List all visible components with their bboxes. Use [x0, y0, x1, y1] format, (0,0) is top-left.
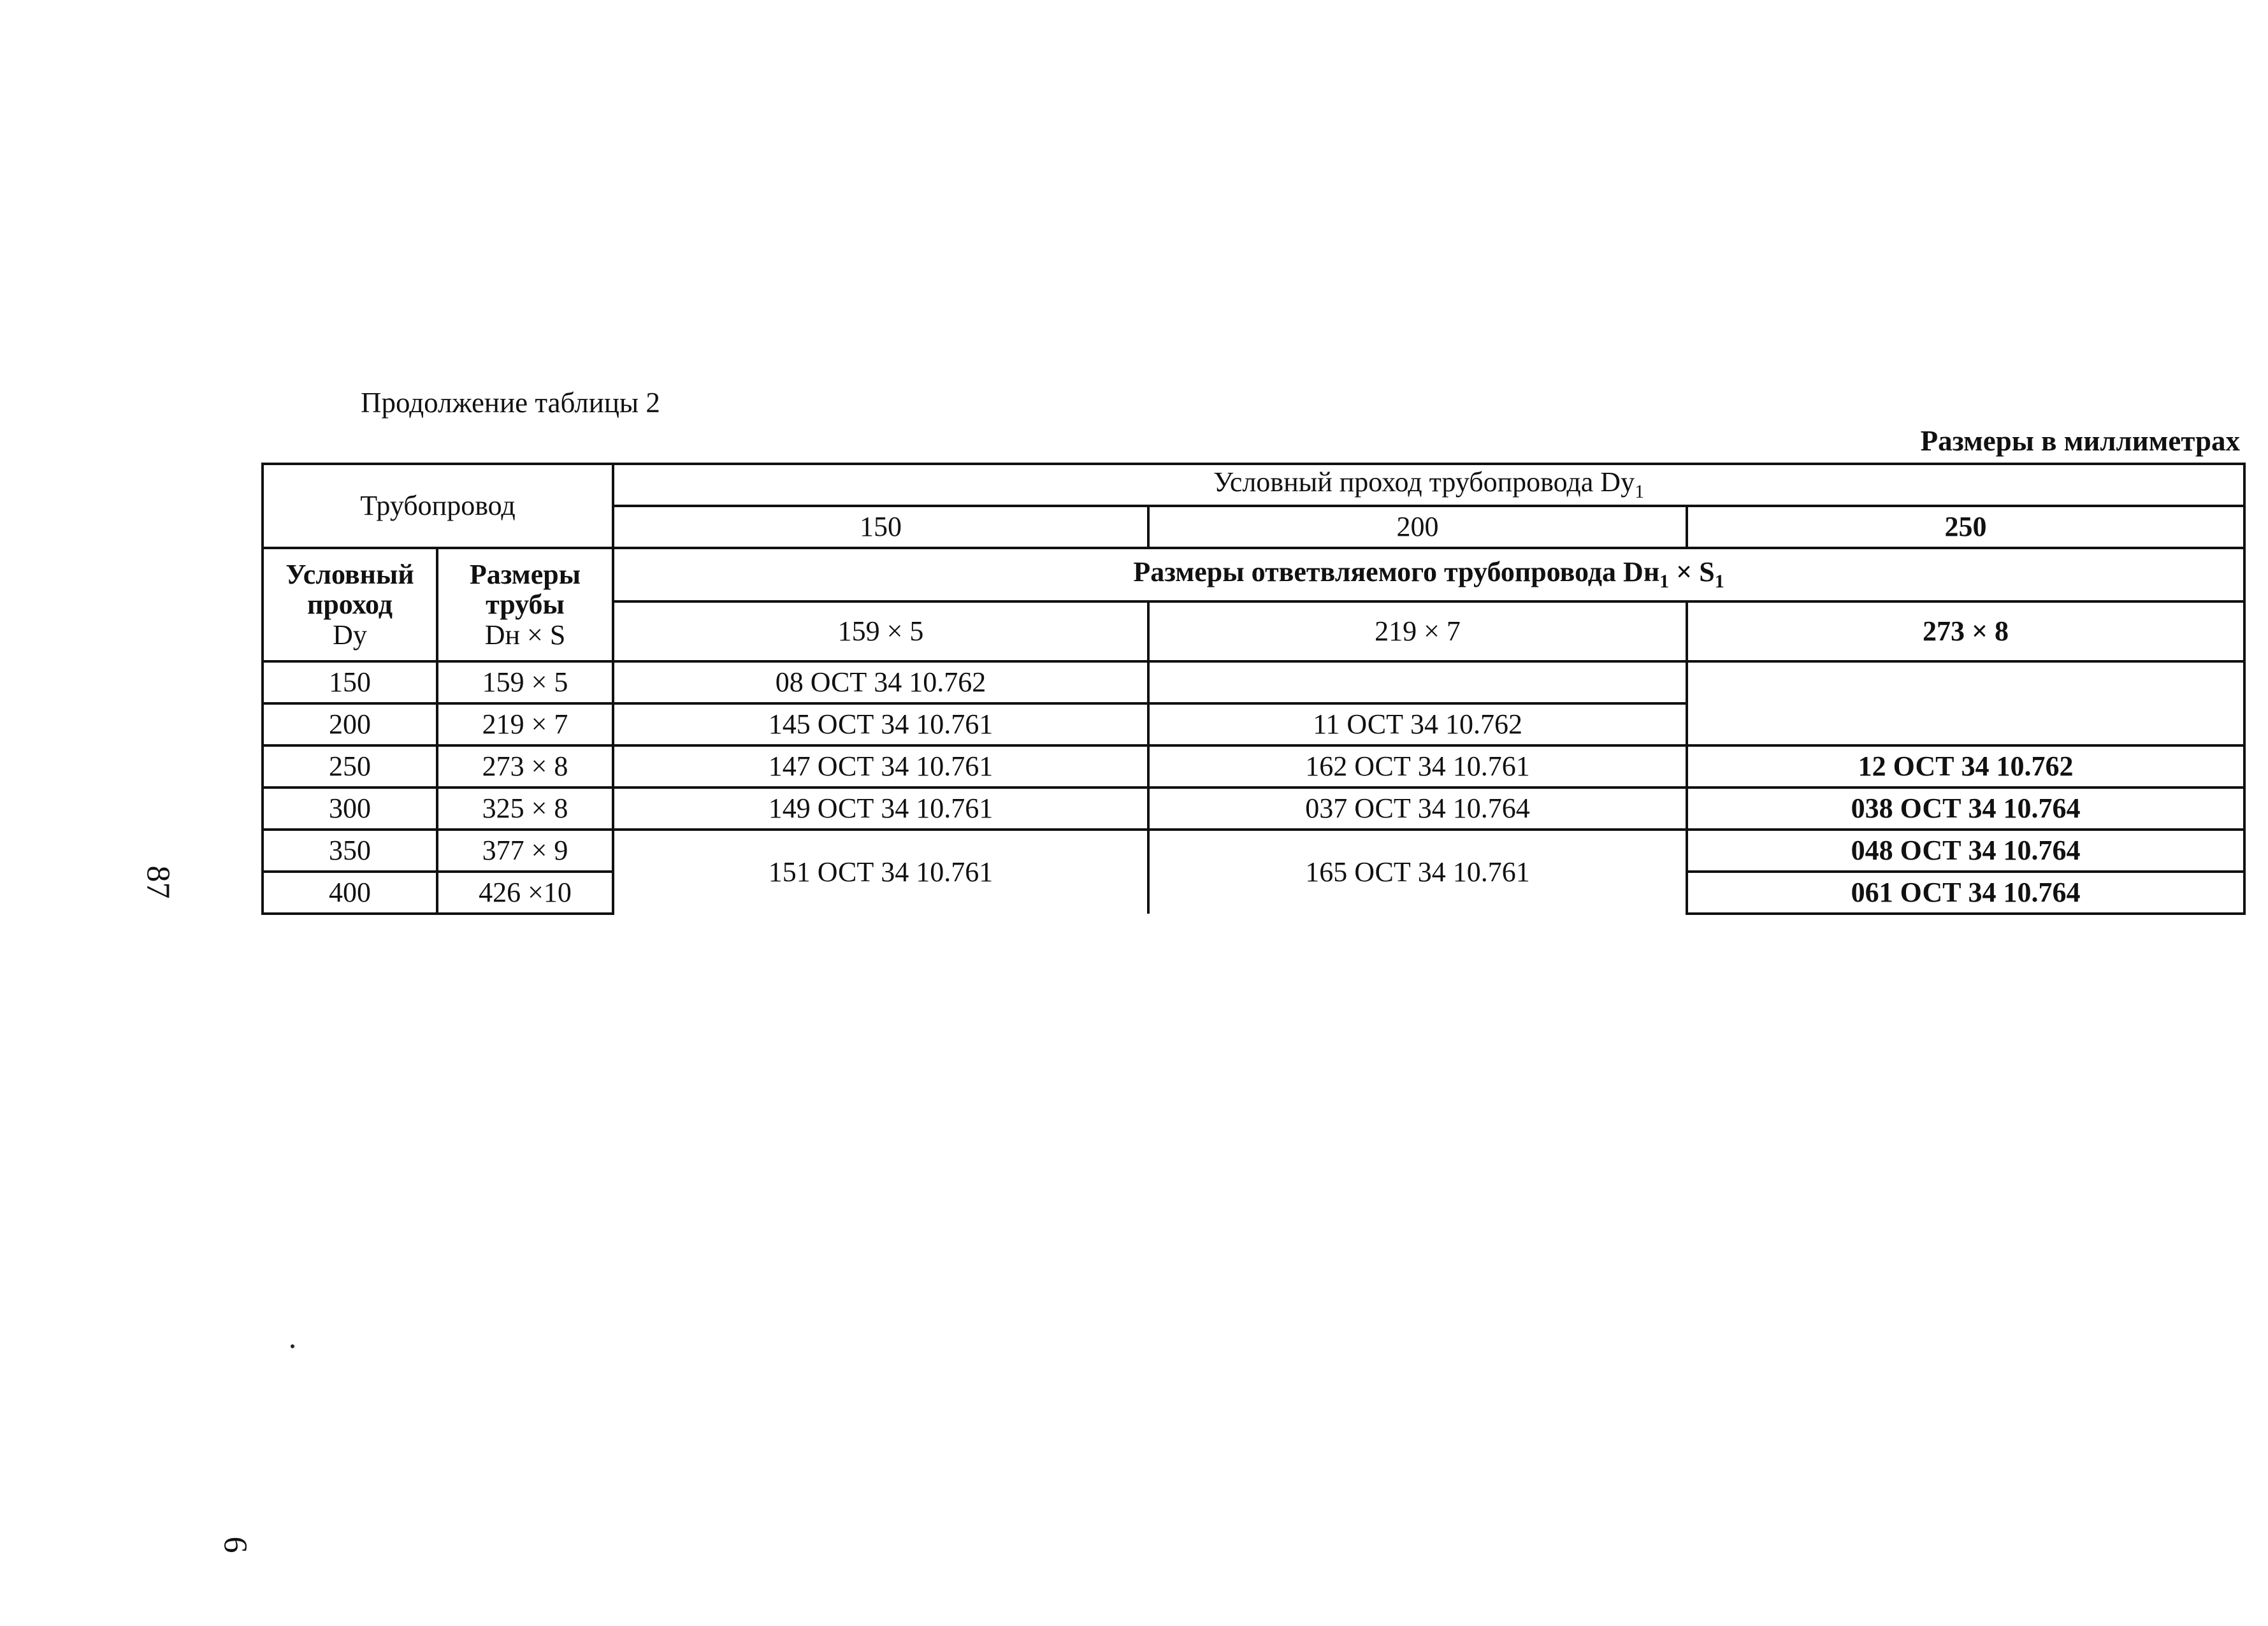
dy1-value-150: 150 — [613, 506, 1148, 548]
row-c1: 149 ОСТ 34 10.761 — [613, 788, 1148, 830]
specification-table — [261, 463, 2246, 915]
branch-dim-273x8: 273 × 8 — [1687, 601, 2244, 661]
dy-label-line-2: проход — [307, 589, 393, 621]
branch-dim-159x5: 159 × 5 — [613, 601, 1148, 661]
sheet-number: 6 — [217, 1536, 254, 1553]
row-size: 159 × 5 — [437, 661, 613, 703]
pipeline-header: Трубопровод — [263, 464, 613, 548]
row-dy: 400 — [263, 872, 437, 914]
page-number: 87 — [140, 865, 177, 899]
row-c2: 037 ОСТ 34 10.764 — [1148, 788, 1687, 830]
nominal-bore-dy-header — [263, 548, 437, 661]
table-row — [263, 661, 2244, 703]
row-c1-merged: 151 ОСТ 34 10.761 — [613, 830, 1148, 914]
row-size: 325 × 8 — [437, 788, 613, 830]
row-c2-merged: 165 ОСТ 34 10.761 — [1148, 830, 1687, 914]
row-size: 377 × 9 — [437, 830, 613, 872]
size-label-line-2: трубы — [486, 589, 565, 621]
row-dy: 200 — [263, 703, 437, 745]
header-row-1 — [263, 464, 2244, 506]
table-row — [263, 788, 2244, 830]
row-dy: 300 — [263, 788, 437, 830]
row-c3: 061 ОСТ 34 10.764 — [1687, 872, 2244, 914]
row-c3-empty — [1687, 661, 2244, 745]
nominal-bore-dy1-header — [613, 464, 2244, 506]
branch-sub-2: 1 — [1714, 571, 1724, 593]
dy1-value-200: 200 — [1148, 506, 1687, 548]
branch-sub-1: 1 — [1659, 571, 1670, 593]
dy1-subscript: 1 — [1635, 481, 1645, 503]
branch-dim-219x7: 219 × 7 — [1148, 601, 1687, 661]
row-c3: 12 ОСТ 34 10.762 — [1687, 745, 2244, 788]
table-caption: Продолжение таблицы 2 — [361, 387, 660, 419]
stray-mark — [291, 1344, 294, 1348]
row-dy: 350 — [263, 830, 437, 872]
row-size: 219 × 7 — [437, 703, 613, 745]
units-note: Размеры в миллиметрах — [1920, 425, 2240, 457]
table-row — [263, 830, 2244, 872]
pipe-size-header — [437, 548, 613, 661]
row-size: 273 × 8 — [437, 745, 613, 788]
row-c2 — [1148, 661, 1687, 703]
row-dy: 250 — [263, 745, 437, 788]
row-c3: 048 ОСТ 34 10.764 — [1687, 830, 2244, 872]
nominal-bore-dy1-text: Условный проход трубопровода Dy — [1213, 466, 1635, 498]
row-c1: 145 ОСТ 34 10.761 — [613, 703, 1148, 745]
row-c2: 11 ОСТ 34 10.762 — [1148, 703, 1687, 745]
branch-sizes-mid: × S — [1669, 556, 1715, 588]
dy1-value-250: 250 — [1687, 506, 2244, 548]
row-size: 426 ×10 — [437, 872, 613, 914]
branch-sizes-text: Размеры ответвляемого трубопровода Dн — [1133, 556, 1660, 588]
row-c2: 162 ОСТ 34 10.761 — [1148, 745, 1687, 788]
row-c1: 147 ОСТ 34 10.761 — [613, 745, 1148, 788]
size-label-line-1: Размеры — [469, 558, 581, 590]
size-label-line-3: Dн × S — [484, 619, 566, 651]
table-row — [263, 745, 2244, 788]
dy-label-line-1: Условный — [285, 558, 414, 590]
dy-label-line-3: Dy — [333, 619, 367, 651]
row-dy: 150 — [263, 661, 437, 703]
row-c3: 038 ОСТ 34 10.764 — [1687, 788, 2244, 830]
row-c1: 08 ОСТ 34 10.762 — [613, 661, 1148, 703]
branch-sizes-header — [613, 548, 2244, 601]
header-row-3 — [263, 548, 2244, 601]
